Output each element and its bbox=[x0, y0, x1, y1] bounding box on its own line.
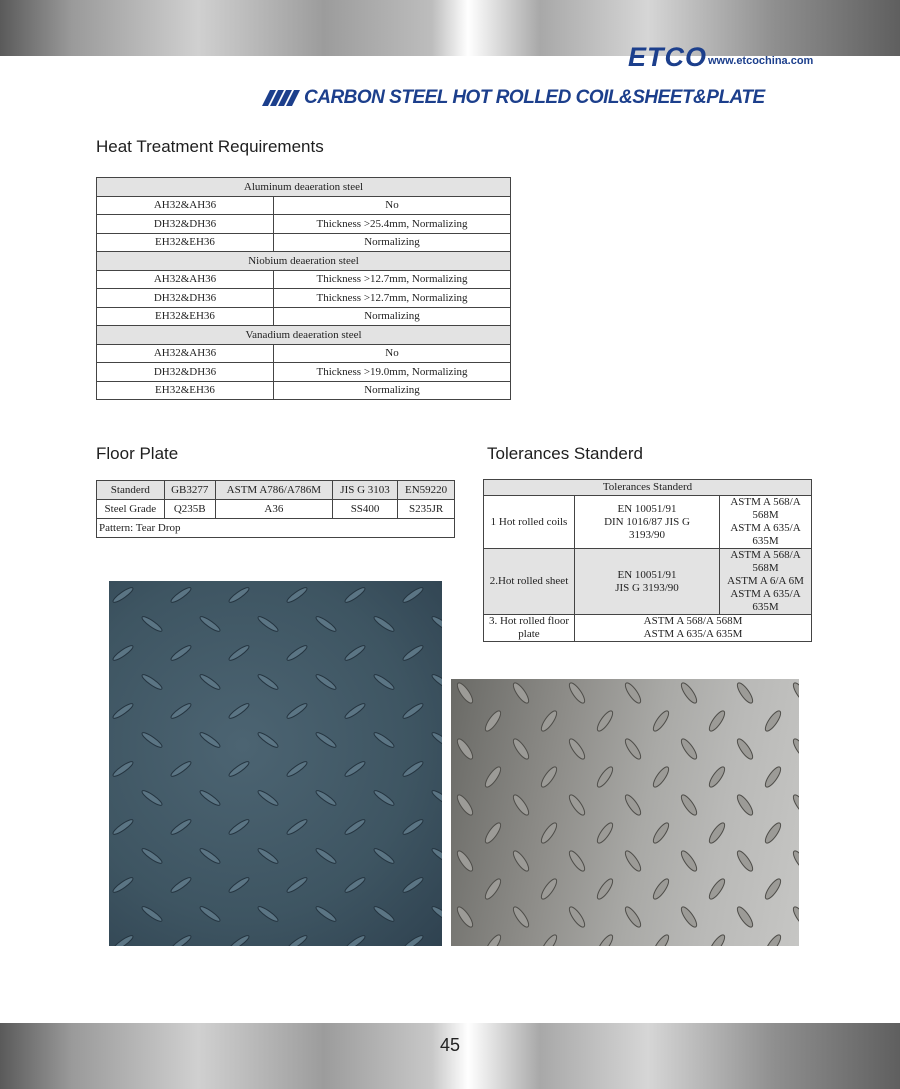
grade-cell: AH32&AH36 bbox=[97, 344, 274, 363]
grade-cell: A36 bbox=[215, 500, 332, 519]
etco-logo: ETCO bbox=[628, 42, 708, 72]
header-gradient-bar bbox=[0, 0, 900, 56]
requirement-cell: Normalizing bbox=[274, 381, 511, 400]
astm-cell bbox=[720, 496, 812, 549]
group-header: Aluminum deaeration steel bbox=[97, 178, 511, 197]
astm-line: ASTM A 635/A 635M bbox=[643, 628, 743, 640]
astm-line: ASTM A 568/A bbox=[730, 549, 801, 561]
astm-line: 635M bbox=[752, 535, 779, 547]
tear-drop-pattern-grey bbox=[451, 679, 799, 946]
tear-drop-pattern-blue bbox=[109, 581, 442, 946]
requirement-cell: Normalizing bbox=[274, 307, 511, 326]
astm-line: ASTM A 568/A 568M bbox=[643, 615, 743, 627]
standard-line: DIN 1016/87 JIS G bbox=[604, 515, 690, 528]
grade-cell: S235JR bbox=[398, 500, 455, 519]
grade-cell: DH32&DH36 bbox=[97, 289, 274, 308]
heat-treatment-table bbox=[96, 177, 511, 400]
astm-line: ASTM A 6/A 6M bbox=[727, 575, 804, 587]
pattern-cell: Pattern: Tear Drop bbox=[97, 519, 455, 538]
tolerances-heading: Tolerances Standerd bbox=[487, 444, 643, 463]
astm-cell bbox=[720, 549, 812, 615]
grade-cell: DH32&DH36 bbox=[97, 215, 274, 234]
standard-cell: JIS G 3103 bbox=[332, 481, 397, 500]
astm-line: ASTM A 568/A bbox=[730, 496, 801, 508]
heat-treatment-heading: Heat Treatment Requirements bbox=[96, 137, 324, 156]
standard-label-cell: Standerd bbox=[97, 481, 165, 500]
product-line: plate bbox=[518, 628, 540, 640]
grade-cell: AH32&AH36 bbox=[97, 270, 274, 289]
grade-cell: DH32&DH36 bbox=[97, 363, 274, 382]
standard-line: JIS G 3193/90 bbox=[615, 581, 679, 594]
requirement-cell: Thickness >12.7mm, Normalizing bbox=[274, 270, 511, 289]
requirement-cell: No bbox=[274, 196, 511, 215]
product-cell: 2.Hot rolled sheet bbox=[484, 549, 575, 615]
requirement-cell: Normalizing bbox=[274, 233, 511, 252]
standard-cell: EN59220 bbox=[398, 481, 455, 500]
grade-cell: AH32&AH36 bbox=[97, 196, 274, 215]
steel-grade-label-cell: Steel Grade bbox=[97, 500, 165, 519]
group-header: Vanadium deaeration steel bbox=[97, 326, 511, 345]
grade-cell: EH32&EH36 bbox=[97, 233, 274, 252]
floor-plate-table bbox=[96, 480, 455, 538]
astm-line: 635M bbox=[752, 601, 779, 613]
grade-cell: SS400 bbox=[332, 500, 397, 519]
grade-cell: EH32&EH36 bbox=[97, 381, 274, 400]
floor-plate-photo-grey bbox=[451, 679, 799, 946]
standard-cell bbox=[575, 496, 720, 549]
standard-line: EN 10051/91 bbox=[617, 502, 677, 515]
requirement-cell: Thickness >25.4mm, Normalizing bbox=[274, 215, 511, 234]
website-url[interactable]: www.etcochina.com bbox=[708, 55, 814, 67]
grade-cell: EH32&EH36 bbox=[97, 307, 274, 326]
standard-cell: GB3277 bbox=[164, 481, 215, 500]
stripes-icon bbox=[262, 90, 302, 106]
astm-cell bbox=[575, 615, 812, 642]
requirement-cell: No bbox=[274, 344, 511, 363]
tolerances-table-title: Tolerances Standerd bbox=[484, 480, 812, 496]
page-headline: CARBON STEEL HOT ROLLED COIL&SHEET&PLATE bbox=[304, 87, 765, 108]
product-line: 3. Hot rolled floor bbox=[488, 615, 570, 627]
grade-cell: Q235B bbox=[164, 500, 215, 519]
group-header: Niobium deaeration steel bbox=[97, 252, 511, 271]
astm-line: 568M bbox=[752, 509, 779, 521]
standard-line: 3193/90 bbox=[628, 528, 666, 541]
astm-line: ASTM A 635/A bbox=[730, 522, 801, 534]
astm-line: 568M bbox=[752, 562, 779, 574]
tolerances-table bbox=[483, 479, 812, 642]
floor-plate-photo-blue bbox=[109, 581, 442, 946]
standard-cell bbox=[575, 549, 720, 615]
astm-line: ASTM A 635/A bbox=[730, 588, 801, 600]
floor-plate-heading: Floor Plate bbox=[96, 444, 179, 463]
footer-gradient-bar bbox=[0, 1023, 900, 1089]
requirement-cell: Thickness >19.0mm, Normalizing bbox=[274, 363, 511, 382]
product-cell bbox=[484, 615, 575, 642]
requirement-cell: Thickness >12.7mm, Normalizing bbox=[274, 289, 511, 308]
product-cell: 1 Hot rolled coils bbox=[484, 496, 575, 549]
standard-cell: ASTM A786/A786M bbox=[215, 481, 332, 500]
standard-line: EN 10051/91 bbox=[617, 568, 677, 581]
page-number: 45 bbox=[439, 1035, 461, 1055]
